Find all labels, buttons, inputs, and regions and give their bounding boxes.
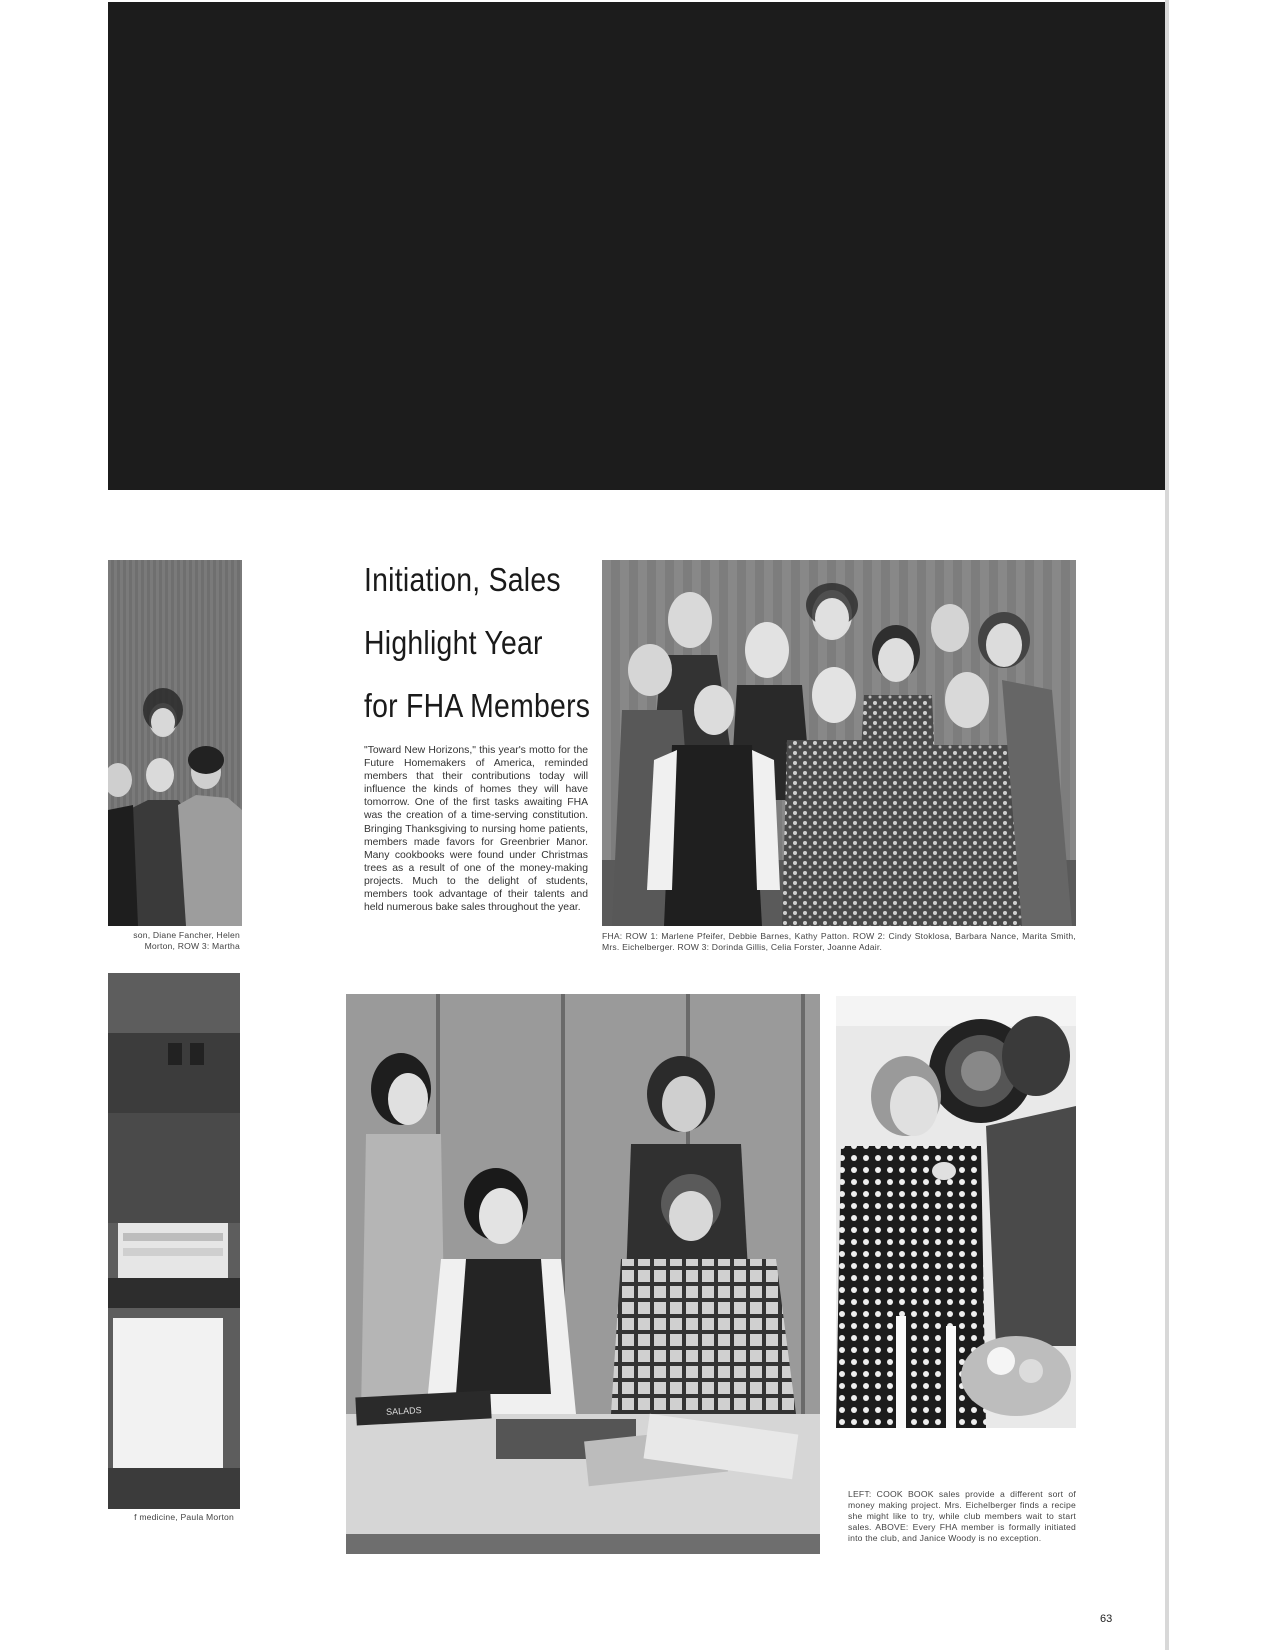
- page-edge: [1165, 0, 1169, 1650]
- fha-group-photo: [602, 560, 1076, 926]
- article-headline: [364, 548, 591, 737]
- cookbook-sales-photo: [346, 994, 820, 1554]
- article-body: "Toward New Horizons," this year's motto for the Future Homemakers of America, reminded members that their contributions today will influence the kinds of homes they will have tomorrow. One of the first tasks awaiting FHA was the creation of a time-serving constitution. Bringing Thanksgiving to nursing home patients, members made favors for Greenbrier Manor. Many cookbooks were found under Christmas trees as a result of one of the money-making projects. Much to the delight of students, members took advantage of their talents and held numerous bake sales throughout the year.: [364, 745, 588, 914]
- left-edge-photo-bottom: [108, 973, 240, 1509]
- left-bottom-caption: f medicine, Paula Morton: [134, 1512, 234, 1522]
- page-number: 63: [1100, 1613, 1113, 1625]
- headline-line-3: for FHA Members: [364, 687, 591, 724]
- headline-line-1: Initiation, Sales: [364, 561, 561, 598]
- group-photo-caption: FHA: ROW 1: Marlene Pfeifer, Debbie Barnes, Kathy Patton. ROW 2: Cindy Stoklosa, Barbara Nance, Marita Smith, Mrs. Eichelberger. ROW 3: Dorinda Gillis, Celia Forster, Joanne Adair.: [602, 931, 1076, 952]
- headline-line-2: Highlight Year: [364, 624, 543, 661]
- initiation-photo: [836, 996, 1076, 1428]
- left-edge-photo-top: [108, 560, 242, 926]
- top-dark-band: [108, 2, 1166, 490]
- cookbook-initiation-caption: LEFT: COOK BOOK sales provide a different sort of money making project. Mrs. Eichelberger finds a recipe she might like to try, while club members wait to start sales. ABOVE: Every FHA member is formally initiated into the club, and Janice Woody is no exception.: [848, 1489, 1076, 1543]
- cookbook-label: SALADS: [385, 1405, 422, 1417]
- left-top-caption: son, Diane Fancher, Helen Morton, ROW 3: Martha: [133, 930, 240, 951]
